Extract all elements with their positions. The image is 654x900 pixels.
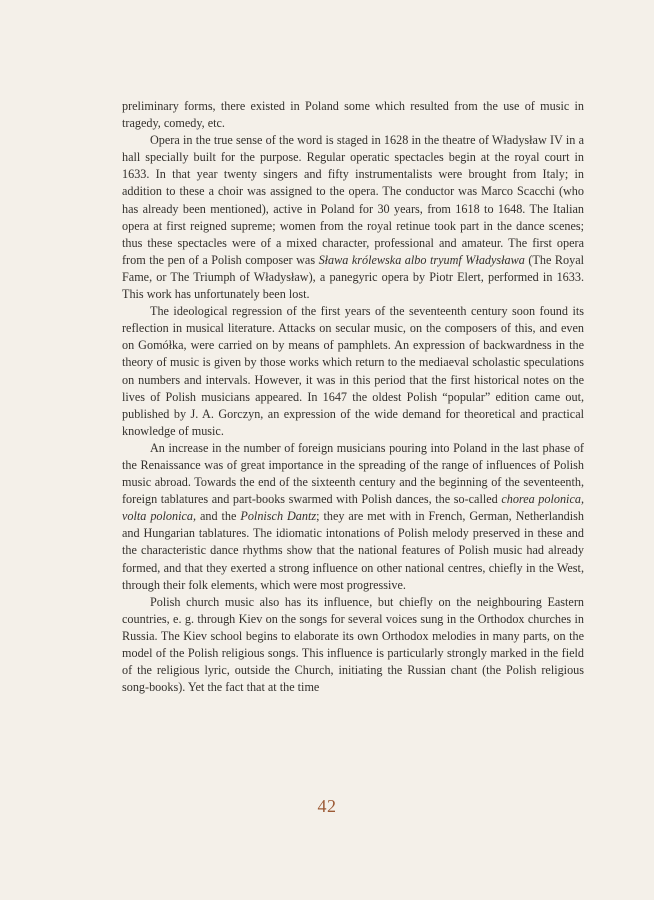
text-run: The ideological regression of the first years of the seventeenth century soon found its reflection in musical literature. Attacks on secular music, on the composers of this, and even on Gomółka, were carried on by means of pamphlets. An expression of backwardness in the theory of music is given by those works which return to the mediaeval scholastic speculations on numbers and intervals. However, it was in this period that the first historical notes on the lives of Polish musicians appeared. In 1647 the oldest Polish “popular” edition came out, published by J. A. Gorczyn, an expression of the wide demand for theoretical and practical knowledge of music. [122, 304, 584, 438]
italic-title: Polnisch Dantz [240, 509, 317, 524]
italic-title: Sława królewska albo tryumf Władysława [318, 252, 525, 267]
text-run: and the [196, 509, 241, 524]
text-run: (The Royal Fame, or The Triumph of Władysław), a panegyric opera by Piotr Elert, performed in 1633. This work has unfortunately been lost. [122, 252, 584, 302]
paragraph-2 [122, 132, 584, 303]
text-run: preliminary forms, there existed in Poland some which resulted from the use of music in tragedy, comedy, etc. [122, 99, 584, 131]
paragraph-4 [122, 440, 584, 594]
text-run: Polish church music also has its influence, but chiefly on the neighbouring Eastern countries, e. g. through Kiev on the songs for several voices sung in the Orthodox churches in Russia. The Kiev school begins to elaborate its own Orthodox melodies in many parts, on the model of the Polish religious songs. This influence is particularly strongly marked in the field of the religious lyric, outside the Church, initiating the Russian chant (the Polish religious song-books). Yet the fact that at the time [122, 594, 584, 695]
paragraph-5 [122, 594, 584, 697]
text-run: ; they are met with in French, German, Netherlandish and Hungarian tablatures. The idiomatic intonations of Polish melody preserved in these and the characteristic dance rhythms show that the national features of Polish music had already formed, and that they exerted a strong influence on other national centres, chiefly in the West, through their folk elements, which were most progressive. [122, 509, 584, 592]
text-run: Opera in the true sense of the word is staged in 1628 in the theatre of Władysław IV in a hall specially built for the purpose. Regular operatic spectacles begin at the royal court in 1633. In that year twenty singers and fifty instrumentalists were brought from Italy; in addition to these a choir was assigned to the opera. The conductor was Marco Scacchi (who has already been mentioned), active in Poland for 30 years, from 1618 to 1648. The Italian opera at first reigned supreme; women from the royal retinue took part in the dance scenes; thus these spectacles were of a mixed character, professional and amateur. The first opera from the pen of a Polish composer was [122, 133, 584, 267]
body-text [122, 98, 584, 696]
paragraph-1 [122, 98, 584, 132]
text-run: An increase in the number of foreign musicians pouring into Poland in the last phase of the Renaissance was of great importance in the spreading of the range of influences of Polish music abroad. Towards the end of the sixteenth century and the beginning of the seventeenth, foreign tablatures and part-books swarmed with Polish dances, the so-called [122, 440, 584, 507]
paragraph-3 [122, 303, 584, 440]
page-number: 42 [317, 796, 337, 816]
italic-title: chorea polonica, volta polonica, [122, 492, 584, 524]
